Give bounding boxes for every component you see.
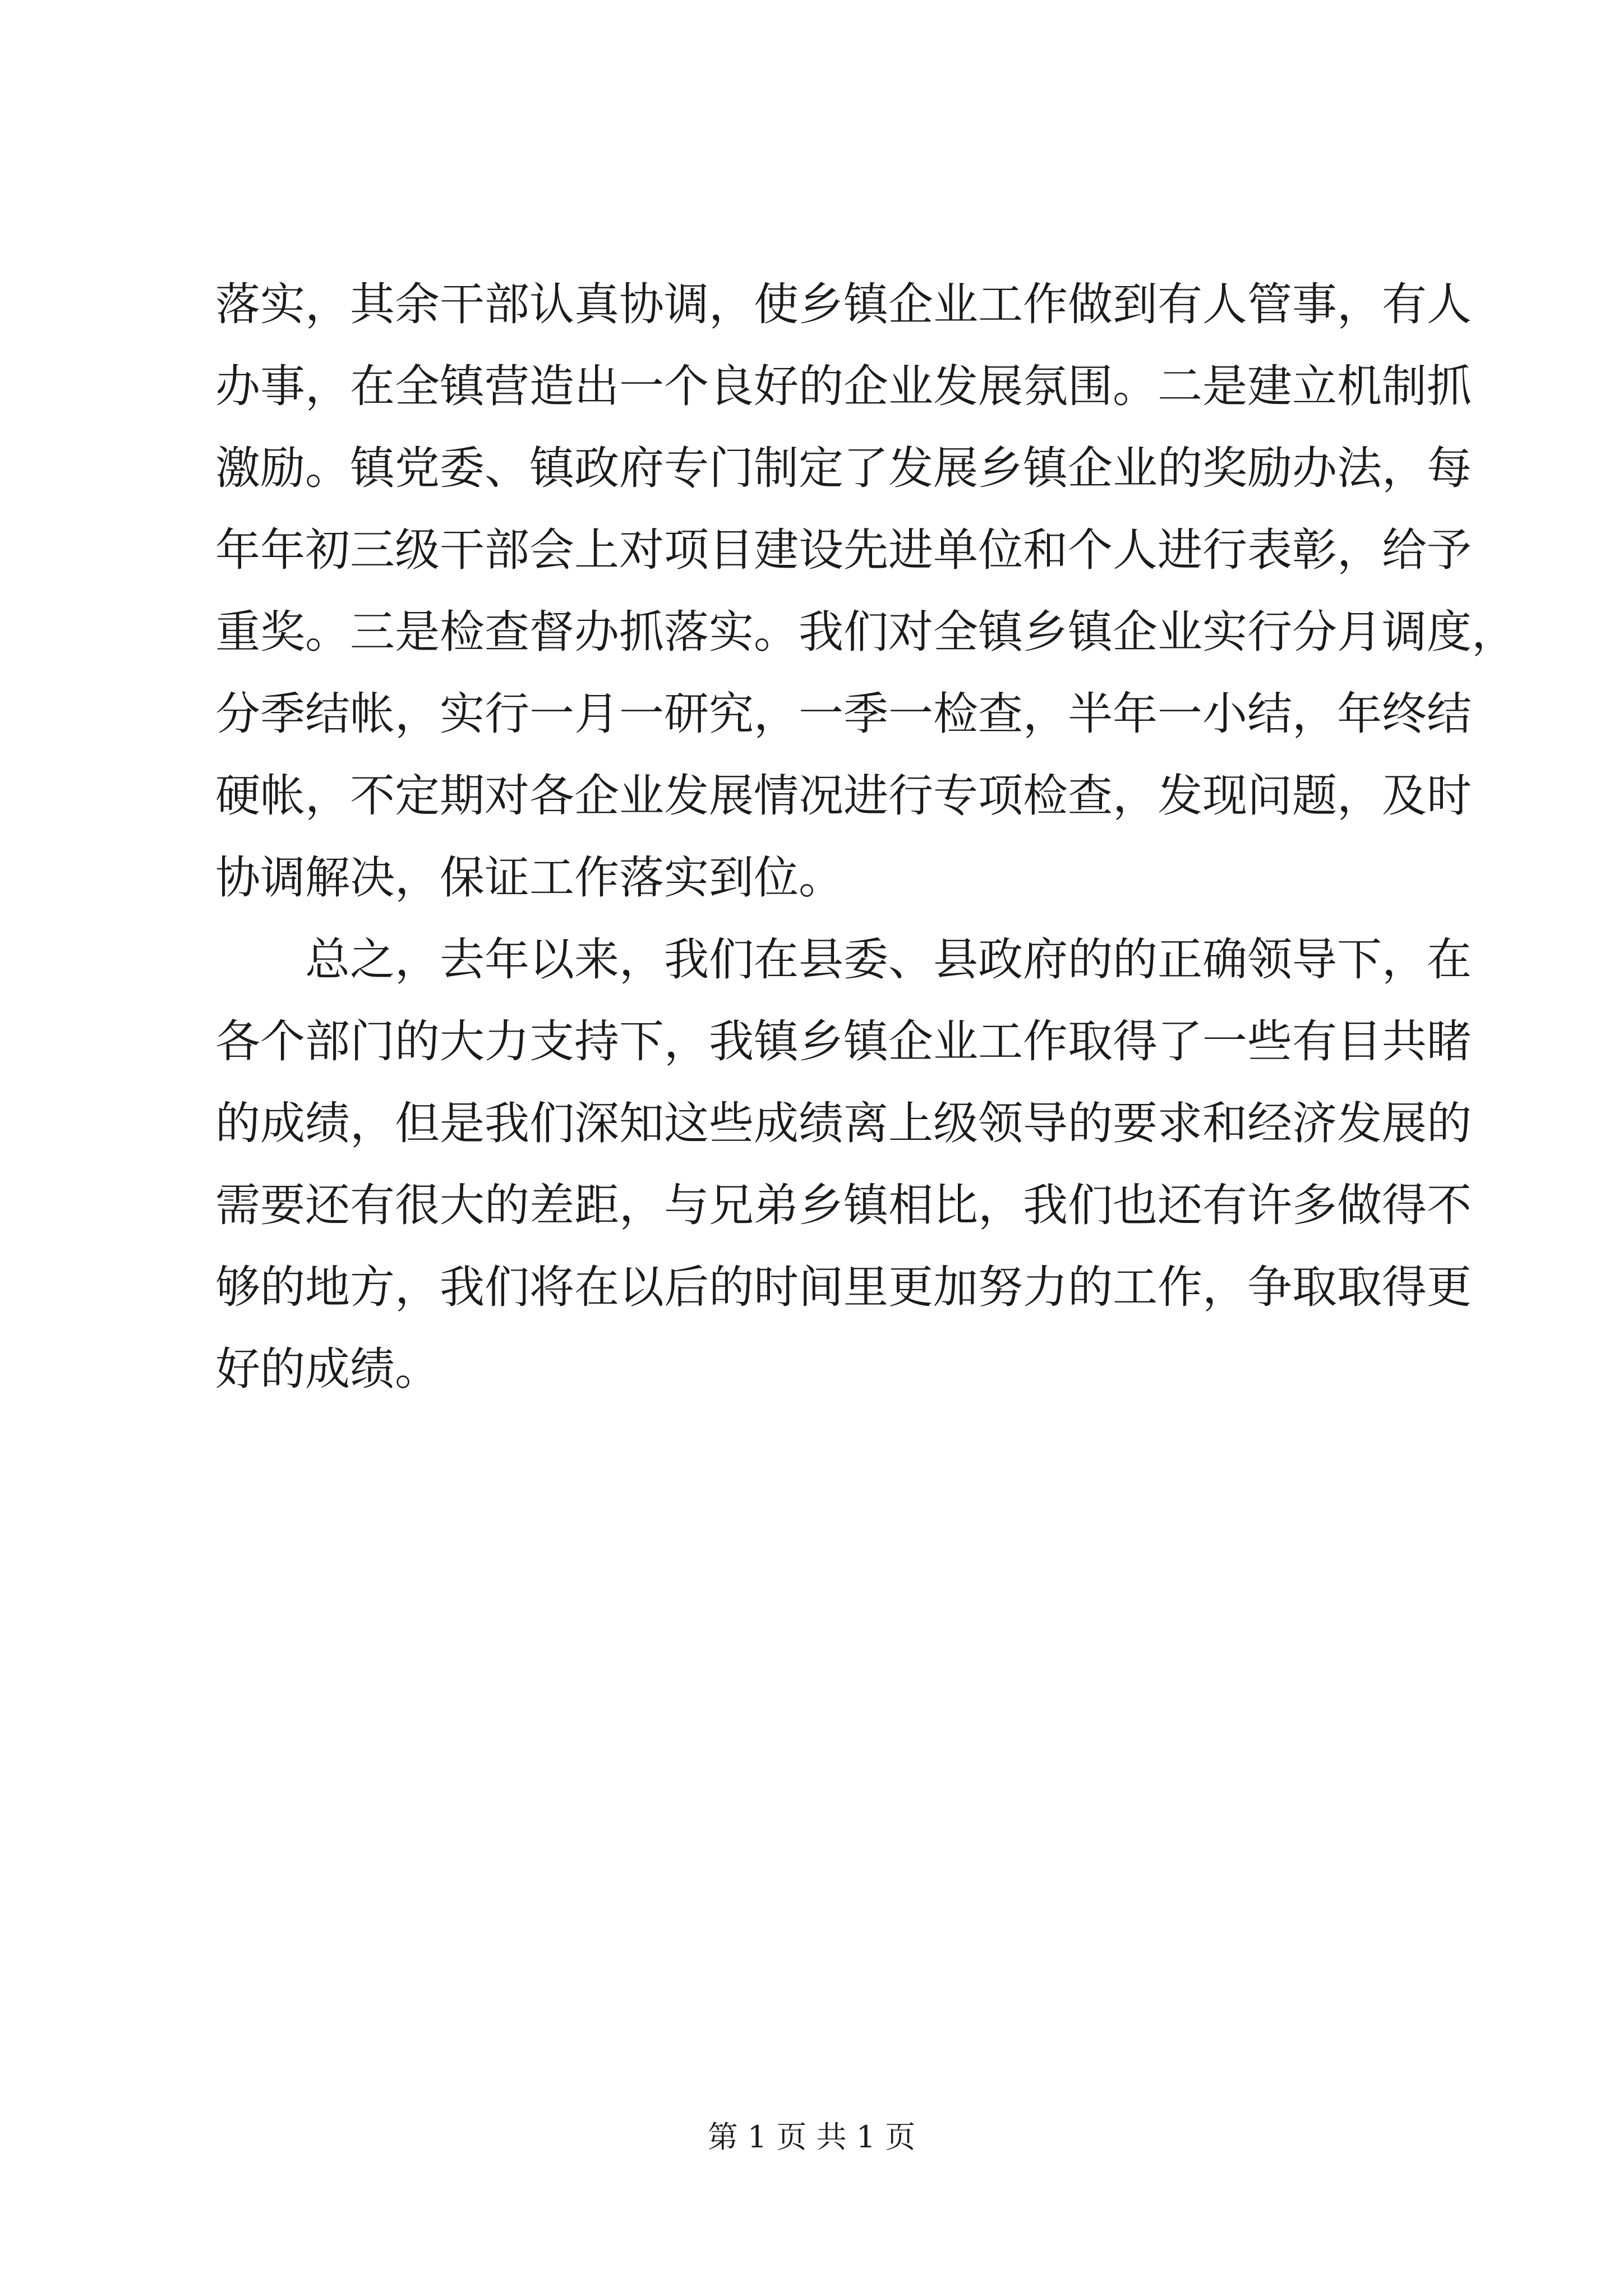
page-footer xyxy=(0,2115,1623,2160)
page-number-label: 第 1 页 共 1 页 xyxy=(707,2119,916,2155)
paragraph-end-line: 协调解决，保证工作落实到位。 xyxy=(215,852,843,904)
document-body xyxy=(215,264,1516,1410)
text-line: 落实，其余干部认真协调，使乡镇企业工作做到有人管事，有人 xyxy=(215,278,1472,330)
text-line: 分季结帐，实行一月一研究，一季一检查，半年一小结，年终结 xyxy=(215,688,1472,740)
text-line: 年年初三级干部会上对项目建设先进单位和个人进行表彰，给予 xyxy=(215,524,1472,576)
text-line: 硬帐，不定期对各企业发展情况进行专项检查，发现问题，及时 xyxy=(215,770,1472,822)
text-line: 重奖。三是检查督办抓落实。我们对全镇乡镇企业实行分月调度， xyxy=(215,606,1516,658)
text-line: 的成绩，但是我们深知这些成绩离上级领导的要求和经济发展的 xyxy=(215,1097,1472,1149)
paragraph-end-line: 好的成绩。 xyxy=(215,1343,440,1395)
text-line: 需要还有很大的差距，与兄弟乡镇相比，我们也还有许多做得不 xyxy=(215,1179,1472,1231)
text-line: 各个部门的大力支持下，我镇乡镇企业工作取得了一些有目共睹 xyxy=(215,1015,1472,1068)
text-line: 激励。镇党委、镇政府专门制定了发展乡镇企业的奖励办法，每 xyxy=(215,442,1472,494)
text-line: 够的地方，我们将在以后的时间里更加努力的工作，争取取得更 xyxy=(215,1261,1472,1313)
text-line: 办事，在全镇营造出一个良好的企业发展氛围。二是建立机制抓 xyxy=(215,360,1472,412)
paragraph-start-line: 总之，去年以来，我们在县委、县政府的的正确领导下，在 xyxy=(305,933,1472,986)
